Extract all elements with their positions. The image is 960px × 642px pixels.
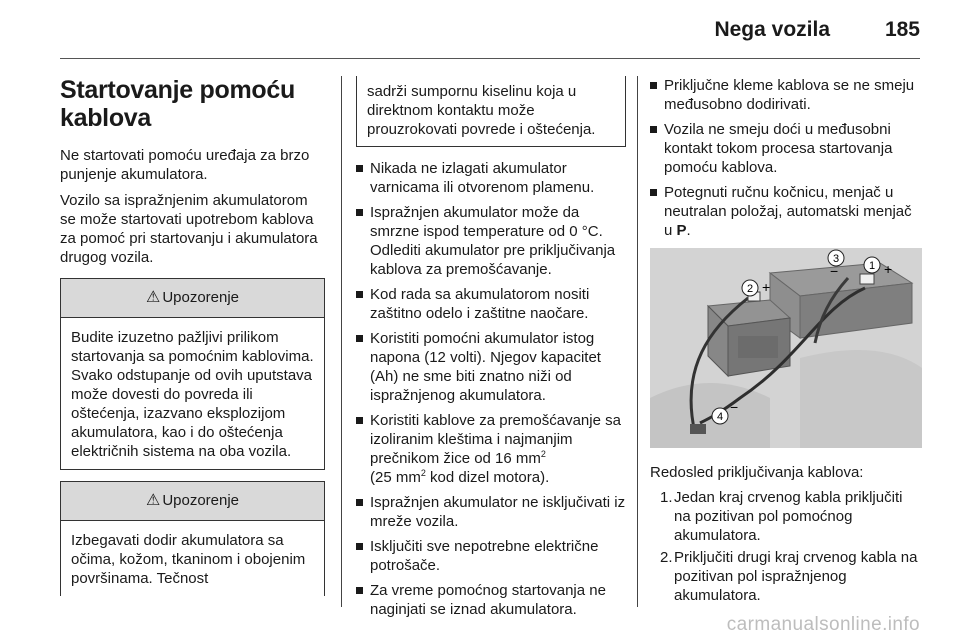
column-right [650, 76, 922, 608]
bullet-list [650, 76, 922, 240]
warning-header: ⚠ Upozorenje [61, 279, 324, 318]
column-middle [356, 76, 626, 625]
list-item: 2. Priključiti drugi kraj crvenog kabla na pozitivan pol ispražnjenog akumulatora. [660, 549, 918, 604]
column-left [60, 76, 325, 596]
column-divider [341, 76, 342, 607]
list-item: Ispražnjen akumulator ne isključivati iz mreže vozila. [356, 493, 626, 531]
list-item: Kod rada sa akumulatorom nositi zaštitno odelo i zaštitne naočare. [356, 285, 626, 323]
battery-discharged [708, 300, 790, 376]
section-title: Startovanje pomoću kablova [60, 76, 295, 132]
svg-text:2: 2 [746, 283, 754, 295]
list-item: Ispražnjen akumulator može da smrzne ispod temperature od 0 °C. Odlediti akumulator pre priključivanja kablova za premošćavanje. [356, 203, 626, 279]
svg-text:−: − [730, 399, 739, 415]
bullet-list [356, 159, 626, 619]
list-item: Za vreme pomoćnog startovanja ne naginjati se iznad akumulatora. [356, 581, 626, 619]
page-number: 185 [884, 18, 920, 41]
svg-text:4: 4 [716, 411, 724, 423]
list-item: Koristiti pomoćni akumulator istog napona (12 volti). Njegov kapacitet (Ah) ne sme biti znatno niži od ispražnjenog akumulatora. [356, 329, 626, 405]
bullet-square-icon [356, 209, 363, 216]
bullet-square-icon [650, 189, 657, 196]
bullet-square-icon [356, 165, 363, 172]
bullet-square-icon [356, 543, 363, 550]
list-item: Nikada ne izlagati akumulator varnicama ili otvorenom plamenu. [356, 159, 626, 197]
bullet-square-icon [356, 499, 363, 506]
svg-text:+: + [762, 279, 771, 295]
warning-box [60, 278, 325, 470]
list-item: Priključne kleme kablova se ne smeju međusobno dodirivati. [650, 76, 922, 114]
warning-continuation: sadrži sumpornu kiselinu koja u direktnom kontaktu može prouzrokovati povrede i oštećenja. [356, 76, 626, 147]
list-item: 1. Jedan kraj crvenog kabla priključiti na pozitivan pol pomoćnog akumulatora. [660, 489, 903, 544]
steps-list [650, 488, 922, 605]
warning-box [60, 481, 325, 596]
warning-text: Izbegavati dodir akumulatora sa očima, kožom, tkaninom i obojenim površinama. Tečnost [71, 532, 306, 587]
svg-text:1: 1 [868, 260, 876, 272]
bullet-square-icon [650, 126, 657, 133]
header-rule [60, 58, 920, 59]
svg-text:+: + [884, 261, 893, 277]
figure-caption: Redosled priključivanja kablova: [650, 464, 864, 481]
warning-triangle-icon: ⚠ [145, 492, 161, 509]
bullet-square-icon [356, 417, 363, 424]
warning-triangle-icon: ⚠ [145, 289, 161, 306]
bullet-square-icon [356, 291, 363, 298]
watermark: carmanualsonline.info [726, 614, 920, 635]
jump-start-figure [650, 248, 922, 448]
bullet-square-icon [356, 335, 363, 342]
warning-text: Budite izuzetno pažljivi prilikom startovanja sa pomoćnim kablovima. Svako odstupanje od ovih uputstava može dovesti do povreda ili oštećenja, izazvano eksplozijom akumulatora, kao i do oštećenja električnih sistema na oba vozila. [71, 329, 314, 460]
page-header [0, 14, 960, 44]
svg-text:3: 3 [832, 253, 840, 265]
list-item: Koristiti kablove za premošćavanje sa izoliranim kleštima i najmanjim prečnikom žice od 16 $mm^2$ (25 $mm^2$ kod dizel motora). [356, 411, 626, 487]
intro-paragraph: Vozilo sa ispražnjenim akumulatorom se može startovati upotrebom kablova za pomoć pri startovanju i akumulatora drugog vozila. [60, 192, 318, 266]
warning-header: ⚠ Upozorenje [61, 482, 324, 521]
intro-paragraph: Ne startovati pomoću uređaja za brzo punjenje akumulatora. [60, 147, 310, 183]
header-title: Nega vozila [714, 18, 830, 41]
bullet-square-icon [650, 82, 657, 89]
battery-illustration [650, 248, 922, 448]
list-item: Potegnuti ručnu kočnicu, menjač u neutralan položaj, automatski menjač u P. [650, 183, 922, 240]
column-divider [637, 76, 638, 607]
bullet-square-icon [356, 587, 363, 594]
list-item: Vozila ne smeju doći u međusobni kontakt tokom procesa startovanja pomoću kablova. [650, 120, 922, 177]
list-item: Isključiti sve nepotrebne električne potrošače. [356, 537, 626, 575]
svg-text:−: − [830, 263, 839, 279]
